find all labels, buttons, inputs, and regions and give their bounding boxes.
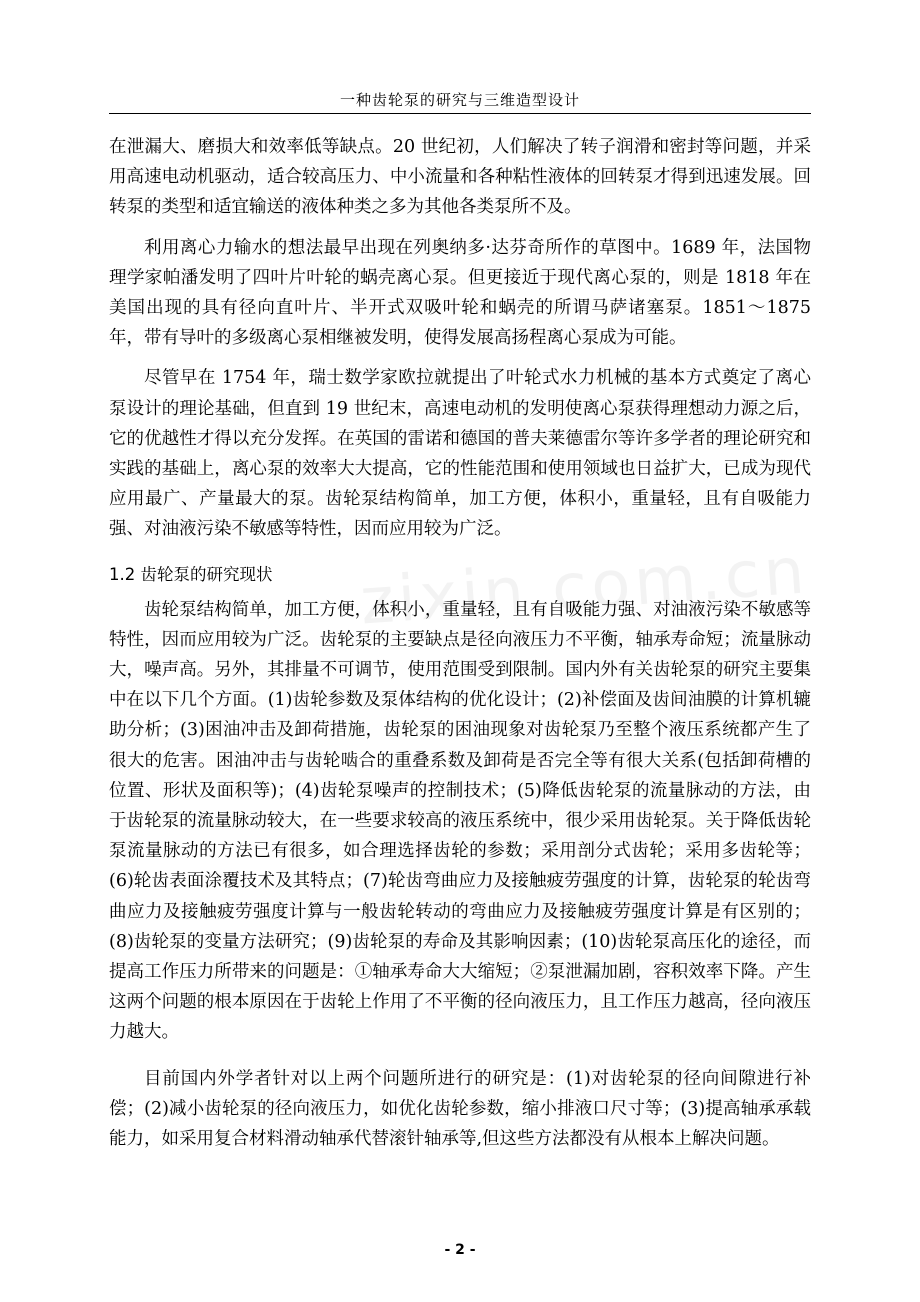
paragraph-current-research: 目前国内外学者针对以上两个问题所进行的研究是：(1)对齿轮泵的径向间隙进行补偿；(2)减小齿轮泵的径向液压力，如优化齿轮参数，缩小排液口尺寸等；(3)提高轴承承载能力，如采用复合材料滑动轴承代替滚针轴承等,但这些方法都没有从根本上解决问题。	[109, 1068, 811, 1150]
header-divider	[109, 113, 811, 114]
page-number: - 2 -	[444, 1242, 476, 1258]
paragraph-euler-theory: 尽管早在 1754 年，瑞士数学家欧拉就提出了叶轮式水力机械的基本方式奠定了离心泵设计的理论基础，但直到 19 世纪末，高速电动机的发明使离心泵获得理想动力源之后，它的优越性才得以充分发挥。在英国的雷诺和德国的普夫莱德雷尔等许多学者的理论研究和实践的基础上，离心泵的效率大大提高，它的性能范围和使用领域也日益扩大，已成为现代应用最广、产量最大的泵。齿轮泵结构简单，加工方便，体积小，重量轻，且有自吸能力强、对油液污染不敏感等特性，因而应用较为广泛。	[109, 368, 811, 540]
paragraph-continued: 在泄漏大、磨损大和效率低等缺点。20 世纪初，人们解决了转子润滑和密封等问题，并采用高速电动机驱动，适合较高压力、中小流量和各种粘性液体的回转泵才得到迅速发展。回转泵的类型和适宜输送的液体种类之多为其他各类泵所不及。	[109, 137, 811, 218]
paragraph-centrifugal-history: 利用离心力输水的想法最早出现在列奥纳多·达芬奇所作的草图中。1689 年，法国物理学家帕潘发明了四叶片叶轮的蜗壳离心泵。但更接近于现代离心泵的，则是 1818 年在美国出现的具有径向直叶片、半开式双吸叶轮和蜗壳的所谓马萨诸塞泵。1851～1875 年，带有导叶的多级离心泵相继被发明，使得发展高扬程离心泵成为可能。	[109, 237, 811, 349]
paragraph-research-status: 齿轮泵结构简单，加工方便，体积小，重量轻，且有自吸能力强、对油液污染不敏感等特性，因而应用较为广泛。齿轮泵的主要缺点是径向液压力不平衡，轴承寿命短；流量脉动大，噪声高。另外，其排量不可调节，使用范围受到限制。国内外有关齿轮泵的研究主要集中在以下几个方面。(1)齿轮参数及泵体结构的优化设计；(2)补偿面及齿间油膜的计算机辘助分析；(3)困油冲击及卸荷措施，齿轮泵的困油现象对齿轮泵乃至整个液压系统都产生了很大的危害。困油冲击与齿轮啮合的重叠系数及卸荷是否完全等有很大关系(包括卸荷槽的位置、形状及面积等)；(4)齿轮泵噪声的控制技术；(5)降低齿轮泵的流量脉动的方法，由于齿轮泵的流量脉动较大，在一些要求较高的液压系统中，很少采用齿轮泵。关于降低齿轮泵流量脉动的方法已有很多，如合理选择齿轮的参数；采用剖分式齿轮；采用多齿轮等；(6)轮齿表面涂覆技术及其特点；(7)轮齿弯曲应力及接触疲劳强度的计算，齿轮泵的轮齿弯曲应力及接触疲劳强度计算与一般齿轮转动的弯曲应力及接触疲劳强度计算是有区别的；(8)齿轮泵的变量方法研究；(9)齿轮泵的寿命及其影响因素；(10)齿轮泵高压化的途径，而提高工作压力所带来的问题是：①轴承寿命大大缩短；②泵泄漏加剧，容积效率下降。产生这两个问题的根本原因在于齿轮上作用了不平衡的径向液压力，且工作压力越高，径向液压力越大。	[109, 599, 811, 1043]
section-heading: 1.2 齿轮泵的研究现状	[109, 564, 273, 584]
page-body	[109, 132, 811, 1154]
running-header-title: 一种齿轮泵的研究与三维造型设计	[339, 91, 580, 109]
